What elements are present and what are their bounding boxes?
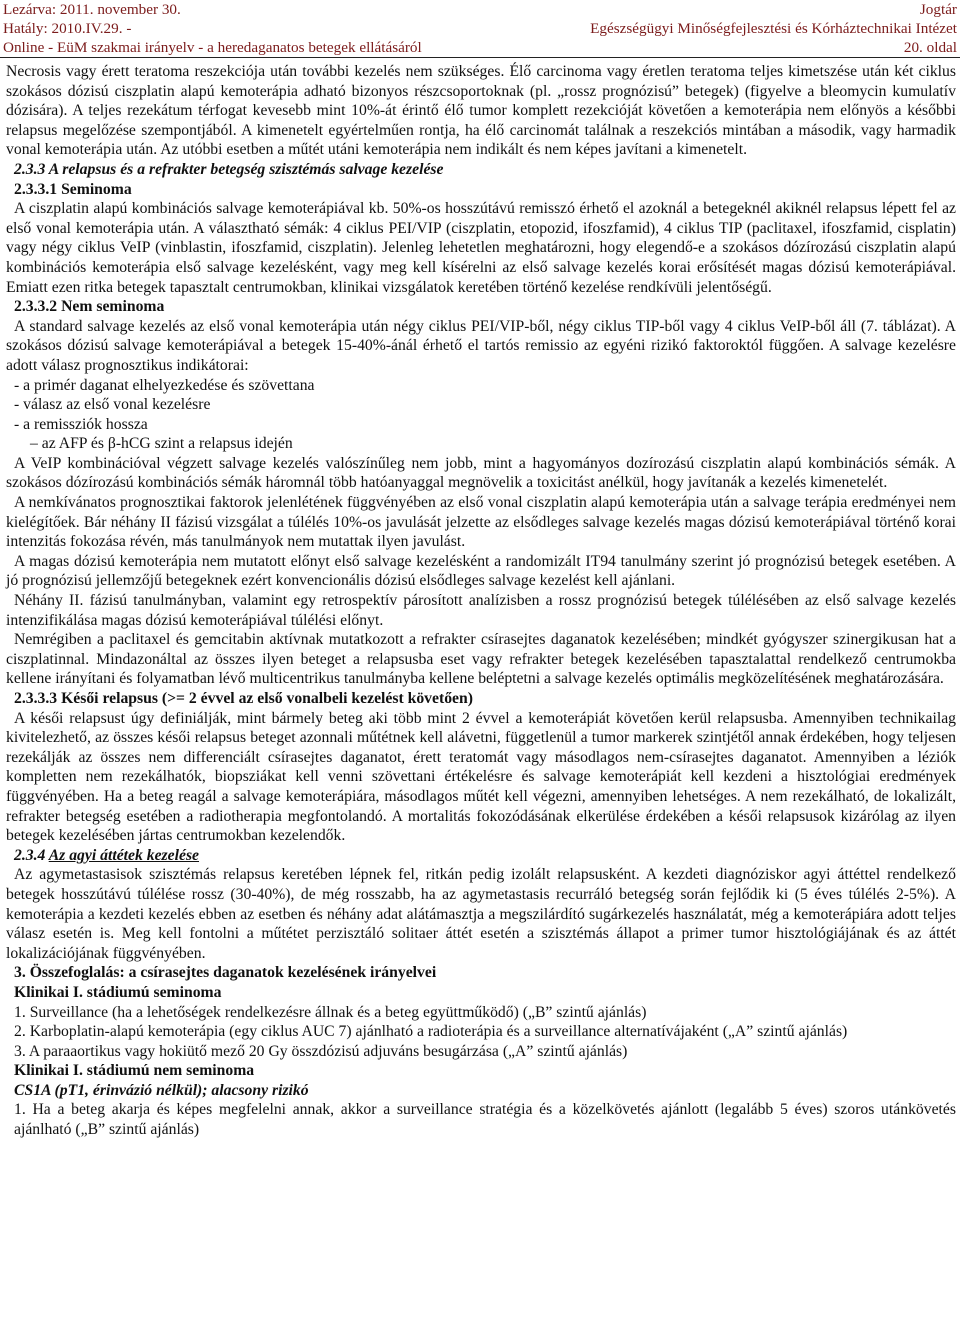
- paragraph: Néhány II. fázisú tanulmányban, valamint egy retrospektív párosított analízisben a rossz prognózisú betegek túlélésében az első salvage kezelés intenzifikálása magas dózisú kemoterápiával túlélési előnyt.: [6, 592, 956, 629]
- section-heading-2-3-3-1: [6, 180, 956, 200]
- section-title: A relapsus és a refrakter betegség szisztémás salvage kezelése: [48, 160, 444, 178]
- list-item: 1. Surveillance (ha a lehetőségek rendelkezésre állnak és a beteg együttműködő) („B” szintű ajánlás): [14, 1003, 647, 1021]
- paragraph: Necrosis vagy érett teratoma reszekciója után további kezelés nem szükséges. Élő carcinoma vagy éretlen teratoma teljes kimetszése után két ciklus szokásos dózisú ciszplatin alapú kemoterápia adható bizonyos részcsoportoknak (pl. „rossz prognózisú” betegek) (figyelve a bleomycin kumulatív dózisára). A teljes rezekátum térfogat kevesebb mint 10%-át érintő élő tumor komplett rezekcióját követően a kemoterápia nem előnyös a későbbi relapsus megelőzése szempontjából. A kimenetelt egyértelműen rontja, ha élő carcinomát találnak a reszekciós mintában a második, vagy harmadik vonal kemoterápia után. Az utóbbi esetben a műtét utáni kemoterápia nem indikált és nem képes javítani a kimenetelt.: [6, 63, 956, 159]
- header-validity: Hatály: 2010.IV.29. -: [3, 20, 132, 37]
- list-item: 2. Karboplatin-alapú kemoterápia (egy ciklus AUC 7) ajánlható a radioterápia és a surveillance alternatívájaként („A” szintű ajánlás): [14, 1023, 848, 1041]
- paragraph: A ciszplatin alapú kombinációs salvage kemoterápiával kb. 50%-os hosszútávú remisszó érhető el azoknál a betegeknél akiknél relapsus lépett fel az első vonal kemoterápia után. A választható sémák: 4 ciklus PEI/VIP (ciszplatin, etopozid, ifoszfamid), 4 ciklus TIP (paclitaxel, ifoszfamid, cisplatin) vagy négy ciklus VeIP (vinblastin, ifoszfamid, ciszplatin). Jelenleg lehetetlen meghatározni, hogy elegendő-e a szokásos dózírozású ciszplatin alapú kombinációs kemoterápia első salvage kezelésként, vagy meg kell kísérelni az első salvage kezelés korai erősítését magas dózisú kemoterápiával. Emiatt ezen ritka betegek tapasztalt centrumokban, klinikai vizsgálatok keretében történő kezelése rendkívüli jelentőségű.: [6, 200, 956, 296]
- section-number: 2.3.4: [14, 846, 46, 864]
- header-page-number: 20. oldal: [903, 39, 957, 56]
- section-title: Seminoma: [61, 180, 132, 198]
- list-item: - a primér daganat elhelyezkedése és szövettana: [14, 376, 315, 394]
- paragraph: A késői relapsust úgy definiálják, mint bármely beteg aki több mint 2 évvel a kemoterápiát követően kerül relapsusba. Amennyiben technikailag kivitelezhető, az összes késői relapsus beteget azonnali műtétnek kell alávetni, függetlenül a tumor markerek szintjétől annak érdekében, hogy teljesen rezekálják az összes nem differenciált csírasejtes daganatot, érett teratomát vagy másodlagos nem-csírasejtes daganatot. Amennyiben a léziók kompletten nem rezekálhatók, biopsziákat kell venni szövettani értékelésre és salvage kemoterápiát kell kezdeni a hisztológiai eredmények függvényében. Ha a beteg reagál a salvage kemoterápiára, másodlagos műtét kell végezni, amennyiben lehetséges. A nem rezekálható, de lokalizált, refrakter betegség esetében a radiotherapia megfontolandó. A mortalitás fokozódásának elkerülése érdekében a késői relapsusok kizárólag az ilyen betegek kezelésében jártas centrumokban kezelendők.: [6, 709, 956, 845]
- paragraph: A nemkívánatos prognosztikai faktorok jelenlétének függvényében az első vonal ciszplatin alapú kemoterápia után a salvage terápia eredményei nem kielégítőek. Bár néhány II fázisú vizsgálat a túlélés 10%-os javulását jelzette az elsődleges salvage kezelés magas dózisú kemoterápiával történő korai intenzitás fokozása révén, más tanulmányok nem mutattak ilyen javulást.: [6, 494, 956, 551]
- header-institute: Egészségügyi Minőségfejlesztési és Kórháztechnikai Intézet: [590, 20, 957, 37]
- header-right: [497, 0, 957, 57]
- paragraph: Az agymetastasisok szisztémás relapsus keretében lépnek fel, ritkán pedig izolált relapsusként. A kezdeti diagnóziskor agyi áttéttel rendelkező betegek hosszútávú túlélése rossz (30-40%), de még rosszabb, ha az agymetastasis recurráló betegség során fejlődik ki (5 éves túlélés 2-5%). A kemoterápia a kezdeti kezelés ebben az esetben és néhány adat alátámasztja a megszilárdító sugárkezelés használatát, még a kemoterápiára adott teljes válasz esetén is. Meg kell fontolni a műtétet perzisztáló solitaer áttét esetén a szisztémás állapot a primer tumor hisztológiájának és az áttét lokalizációjának függvényében.: [6, 866, 956, 962]
- header-closed-date: Lezárva: 2011. november 30.: [3, 1, 181, 18]
- list-item: - a remissziók hossza: [14, 415, 148, 433]
- section-heading-2-3-3-3: 2.3.3.3 Késői relapsus (>= 2 évvel az első vonalbeli kezelést követően): [14, 690, 473, 707]
- header-source: Jogtár: [919, 1, 957, 18]
- subheading-clinical-stage-1-non-seminoma: Klinikai I. stádiumú nem seminoma: [14, 1062, 255, 1080]
- paragraph: Nemrégiben a paclitaxel és gemcitabin aktívnak mutatkozott a refrakter csírasejtes daganatok kezelésében; mindkét gyógyszer szinergikusan hat a ciszplatinnal. Mindazonáltal az összes ilyen beteget a relapsusba eset vagy refrakter betegek kezelésében tapasztalattal rendelkező centrumokba kellene irányítani és folyamatban lévő multicentrikus tanulmányba kellene beléptetni a salvage kezelés optimális megközelítésének meghatározására.: [6, 631, 956, 688]
- header-document-title: Online - EüM szakmai irányelv - a heredaganatos betegek ellátásáról: [3, 39, 422, 56]
- list-item: 1. Ha a beteg akarja és képes megfelelni annak, akkor a surveillance stratégia és a közelkövetés ajánlott (legalább 5 éves) szoros utánkövetés ajánlható („B” szintű ajánlás): [14, 1101, 956, 1139]
- section-heading-2-3-3: [6, 160, 956, 180]
- paragraph: A magas dózisú kemoterápia nem mutatott előnyt első salvage kezelésként a randomizált IT94 tanulmány szerint jó prognózisú betegek esetében. A jó prognózisú jellemzőjű betegeknek ezért konvencionális dózisú elsődleges salvage kezelést kell ajánlani.: [6, 552, 956, 590]
- section-heading-2-3-4: [6, 846, 956, 866]
- section-number: 2.3.3: [14, 160, 46, 178]
- section-number: 2.3.3.1: [14, 180, 58, 198]
- document-body: [6, 62, 956, 1140]
- section-heading-3: 3. Összefoglalás: a csírasejtes daganatok kezelésének irányelvei: [14, 964, 437, 982]
- header-left: [3, 0, 563, 57]
- list-item: - válasz az első vonal kezelésre: [14, 396, 211, 414]
- paragraph: A standard salvage kezelés az első vonal kemoterápia után négy ciklus PEI/VIP-ből, négy ciklus TIP-ből vagy 4 ciklus VeIP-ből áll (7. táblázat). A szokásos dózisú salvage kemoterápiával a betegek 15-40%-ánál érhető el tartós remissio az egyéni rizikó faktoroktól függően. A salvage kezelésre adott válasz prognosztikus indikátorai:: [6, 317, 956, 374]
- list-item: – az AFP és β-hCG szint a relapsus idején: [30, 435, 293, 453]
- section-title: Az agyi áttétek kezelése: [48, 846, 200, 864]
- subheading-clinical-stage-1-seminoma: Klinikai I. stádiumú seminoma: [14, 983, 222, 1001]
- section-heading-2-3-3-2: 2.3.3.2 Nem seminoma: [14, 298, 165, 316]
- header-divider: [0, 57, 960, 58]
- paragraph: A VeIP kombinációval végzett salvage kezelés valószínűleg nem jobb, mint a hagyományos dozírozású ciszplatin alapú kombinációs sémák. A szokásos dózírozású kombinációs sémák háromnál több hatóanyaggal megnövelik a toxicitást anélkül, hogy javítanák a kezelés kimenetelét.: [6, 454, 956, 492]
- list-item: 3. A paraaortikus vagy hokiütő mező 20 Gy összdózisú adjuváns besugárzása („A” szintű ajánlás): [14, 1042, 628, 1060]
- page-header: [0, 0, 960, 56]
- subheading-cs1a: CS1A (pT1, érinvázió nélkül); alacsony rizikó: [14, 1081, 309, 1099]
